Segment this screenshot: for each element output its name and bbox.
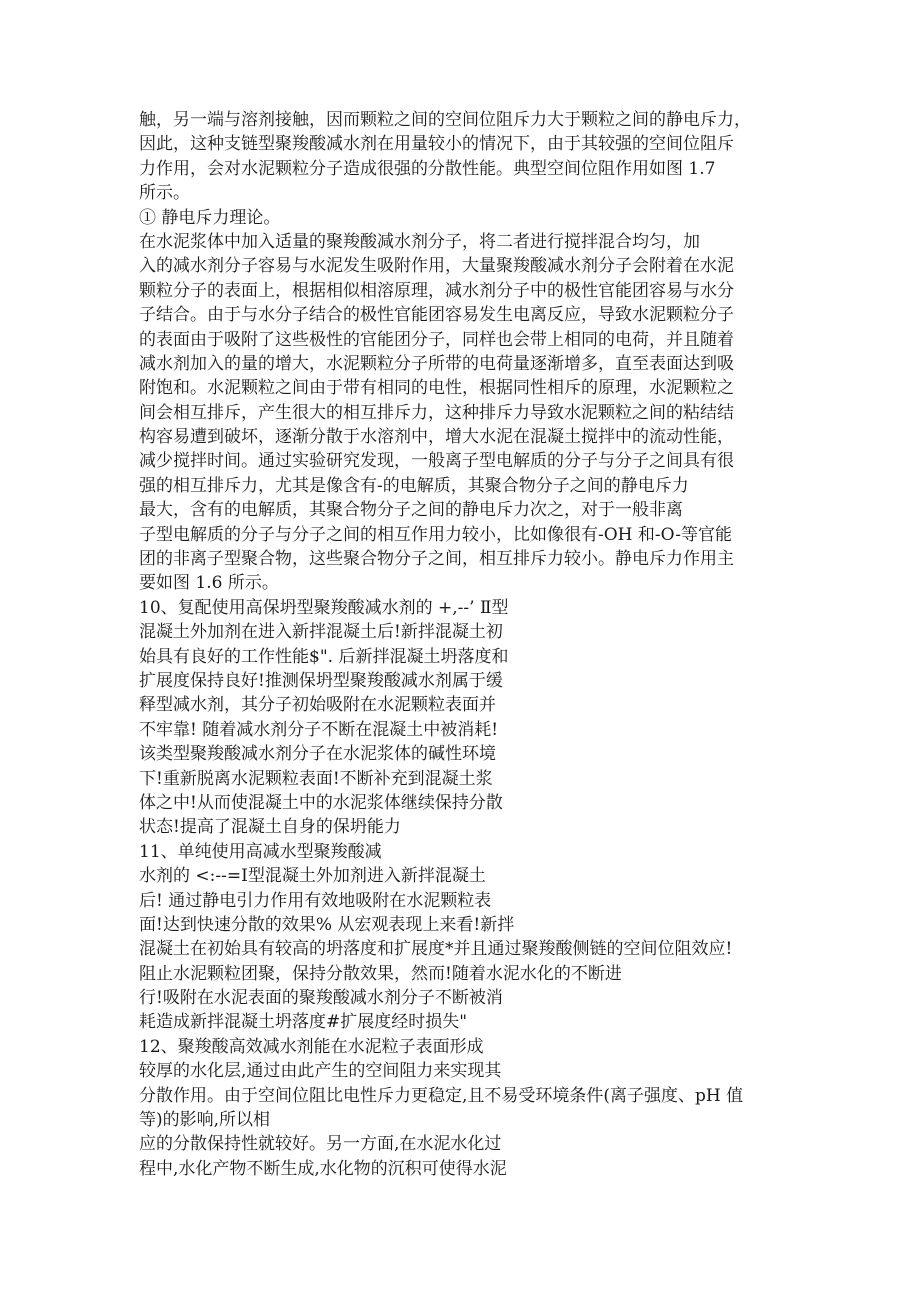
text-line: 等)的影响,所以相 — [139, 1110, 271, 1131]
text-line: 力作用，会对水泥颗粒分子造成很强的分散性能。典型空间位阻作用如图 1.7 — [139, 158, 716, 179]
text-line: 构容易遭到破坏，逐渐分散于水溶剂中，增大水泥在混凝土搅拌中的流动性能， — [139, 427, 734, 448]
text-line: 减水剂加入的量的增大，水泥颗粒分子所带的电荷量逐渐增多，直至表面达到吸 — [139, 353, 734, 374]
text-line: 应的分散保持性就较好。另一方面,在水泥水化过 — [139, 1134, 502, 1155]
text-line: 减少搅拌时间。通过实验研究发现，一般离子型电解质的分子与分子之间具有很 — [139, 451, 734, 472]
text-line: 附饱和。水泥颗粒之间由于带有相同的电性，根据同性相斥的原理，水泥颗粒之 — [139, 378, 734, 399]
text-line: 团的非离子型聚合物，这些聚合物分子之间，相互排斥力较小。静电斥力作用主 — [139, 549, 734, 570]
text-line: 面!达到快速分散的效果% 从宏观表现上来看!新拌 — [139, 914, 515, 935]
text-line: 体之中!从而使混凝土中的水泥浆体继续保持分散 — [139, 792, 503, 813]
text-line: 较厚的水化层,通过由此产生的空间阻力来实现其 — [139, 1061, 502, 1082]
text-line: 后! 通过静电引力作用有效地吸附在水泥颗粒表 — [139, 890, 492, 911]
numbered-item-10: 10、复配使用高保坍型聚羧酸减水剂的 +,--’ Ⅱ型 — [139, 597, 509, 618]
text-line: 释型减水剂，其分子初始吸附在水泥颗粒表面并 — [139, 695, 496, 716]
numbered-item-11: 11、单纯使用高减水型聚羧酸减 — [139, 841, 382, 862]
text-line: 间会相互排斥，产生很大的相互排斥力，这种排斥力导致水泥颗粒之间的粘结结 — [139, 402, 734, 423]
text-line: 下!重新脱离水泥颗粒表面!不断补充到混凝土浆 — [139, 768, 493, 789]
text-line: 阻止水泥颗粒团聚，保持分散效果，然而!随着水泥水化的不断进 — [139, 963, 622, 984]
text-line: 扩展度保持良好!推测保坍型聚羧酸减水剂属于缓 — [139, 670, 503, 691]
numbered-item-12: 12、聚羧酸高效减水剂能在水泥粒子表面形成 — [139, 1036, 484, 1057]
text-line: 最大，含有的电解质，其聚合物分子之间的静电斥力次之，对于一般非离 — [139, 500, 683, 521]
text-line: 行!吸附在水泥表面的聚羧酸减水剂分子不断被消 — [139, 988, 503, 1009]
text-line: 在水泥浆体中加入适量的聚羧酸减水剂分子，将二者进行搅拌混合均匀，加 — [139, 231, 700, 252]
text-line: 程中,水化产物不断生成,水化物的沉积可使得水泥 — [139, 1158, 507, 1179]
text-line: 触，另一端与溶剂接触，因而颗粒之间的空间位阻斥力大于颗粒之间的静电斥力， — [139, 110, 751, 130]
text-line: 要如图 1.6 所示。 — [139, 573, 279, 594]
text-line: 混凝土在初始具有较高的坍落度和扩展度*并且通过聚羧酸侧链的空间位阻效应! — [139, 939, 733, 960]
document-body — [139, 108, 789, 1181]
text-line: 耗造成新拌混凝土坍落度#扩展度经时损失" — [139, 1012, 468, 1033]
text-line: 状态!提高了混凝土自身的保坍能力 — [139, 817, 401, 838]
text-line: 强的相互排斥力，尤其是像含有-的电解质，其聚合物分子之间的静电斥力 — [139, 475, 689, 496]
text-line: 的表面由于吸附了这些极性的官能团分子，同样也会带上相同的电荷，并且随着 — [139, 329, 734, 350]
text-line: 入的减水剂分子容易与水泥发生吸附作用，大量聚羧酸减水剂分子会附着在水泥 — [139, 256, 734, 277]
section-heading: ① 静电斥力理论。 — [139, 207, 281, 228]
text-line: 子型电解质的分子与分子之间的相互作用力较小，比如像很有-OH 和-O-等官能 — [139, 524, 732, 545]
text-line: 始具有良好的工作性能$". 后新拌混凝土坍落度和 — [139, 646, 509, 667]
text-line: 该类型聚羧酸减水剂分子在水泥浆体的碱性环境 — [139, 744, 496, 765]
text-line: 混凝土外加剂在进入新拌混凝土后!新拌混凝土初 — [139, 622, 503, 643]
text-line: 因此，这种支链型聚羧酸减水剂在用量较小的情况下，由于其较强的空间位阻斥 — [139, 134, 734, 155]
text-line: 所示。 — [139, 183, 190, 204]
text-line: 不牢靠! 随着减水剂分子不断在混凝土中被消耗! — [139, 719, 499, 740]
text-line: 颗粒分子的表面上，根据相似相溶原理，减水剂分子中的极性官能团容易与水分 — [139, 280, 734, 301]
text-line: 子结合。由于与水分子结合的极性官能团容易发生电离反应，导致水泥颗粒分子 — [139, 305, 734, 326]
text-line: 分散作用。由于空间位阻比电性斥力更稳定,且不易受环境条件(离子强度、pH 值 — [139, 1085, 744, 1106]
text-line: 水剂的 <:--=Ⅰ型混凝土外加剂进入新拌混凝土 — [139, 866, 486, 887]
